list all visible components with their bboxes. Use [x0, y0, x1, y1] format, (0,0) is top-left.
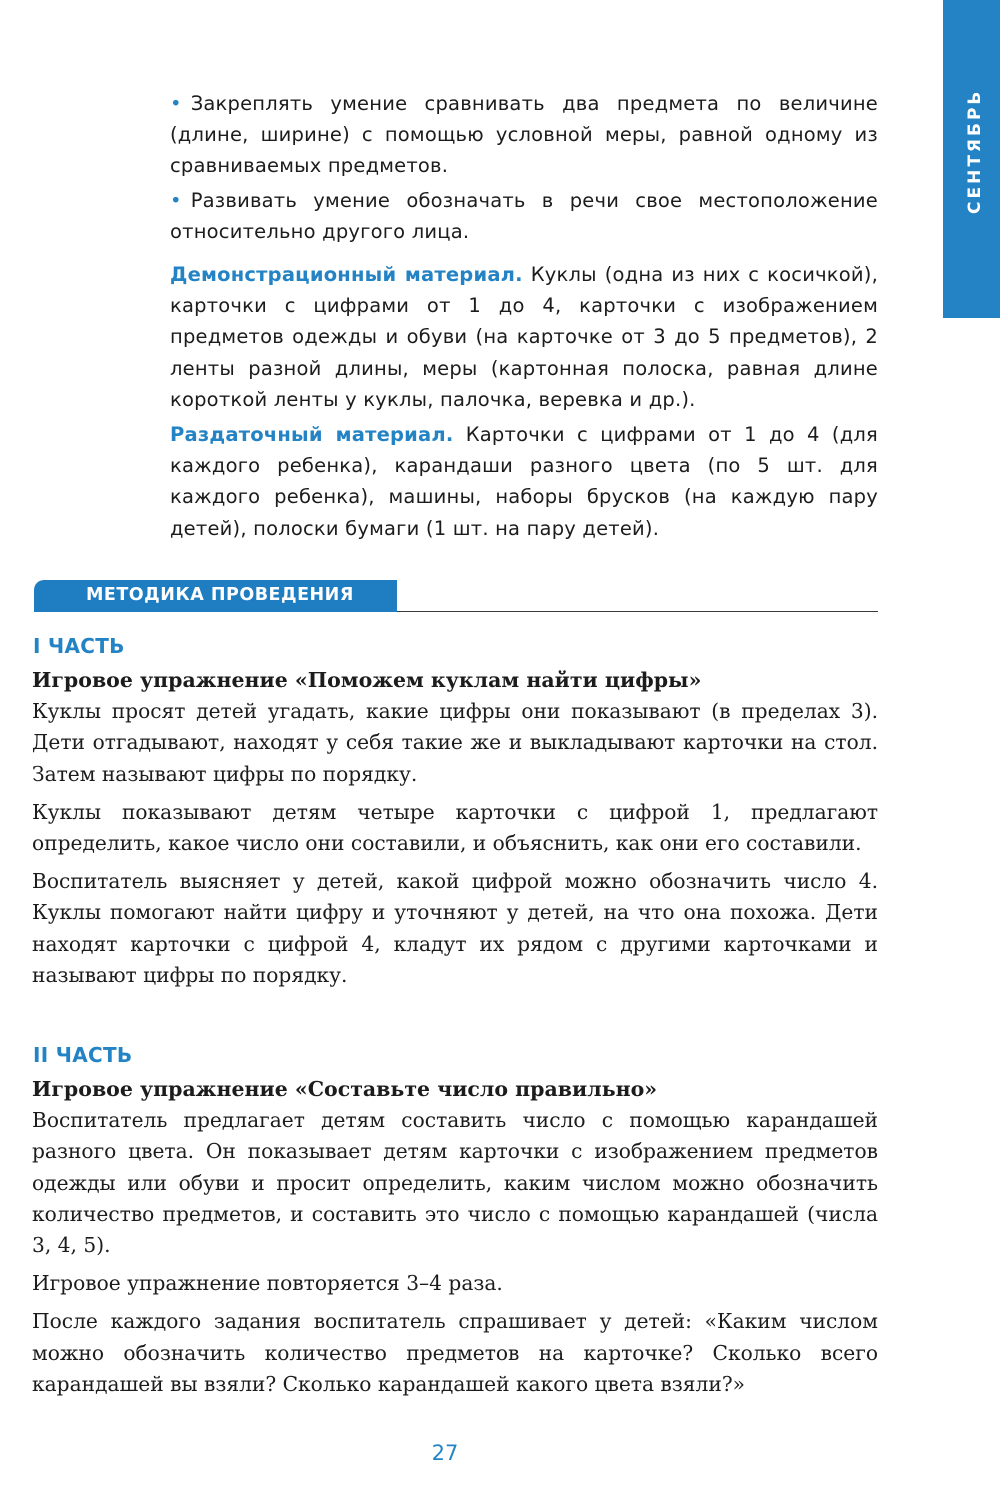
part-1-exercise-title: Игровое упражнение «Поможем куклам найти цифры»	[32, 668, 702, 692]
materials-section	[170, 259, 878, 548]
bullet-icon: •	[170, 188, 182, 212]
lesson-goals	[170, 88, 878, 250]
part-2-title: II ЧАСТЬ	[33, 1043, 133, 1067]
part-1-paragraph: Куклы просят детей угадать, какие цифры они показывают (в пределах 3). Дети отгадывают, находят у себя такие же и выкладывают карточки на стол. Затем называют цифры по порядку.	[32, 699, 878, 786]
part-1-title: I ЧАСТЬ	[33, 634, 125, 658]
handout-material-label: Раздаточный материал.	[170, 423, 454, 447]
handout-material-text: Карточки с цифрами от 1 до 4 (для каждого ребенка), карандаши разного цвета (по 5 шт. для каждого ребенка), машины, наборы брусков (на каждую пару детей), полоски бумаги (1 шт. на пару детей).	[170, 423, 878, 540]
goal-text: Развивать умение обозначать в речи свое местоположение относительно другого лица.	[170, 188, 878, 243]
page-number: 27	[431, 1441, 459, 1465]
goal-item	[170, 88, 878, 182]
demo-material	[170, 259, 878, 415]
methodology-header-label: МЕТОДИКА ПРОВЕДЕНИЯ	[86, 585, 354, 605]
part-1-paragraph: Куклы показывают детям четыре карточки с цифрой 1, предлагают определить, какое число они составили, и объяснить, как они его составили.	[32, 799, 878, 856]
part-2-paragraph: После каждого задания воспитатель спрашивает у детей: «Каким числом можно обозначить количество предметов на карточке? Сколько всего карандашей вы взяли? Сколько карандашей какого цвета взяли?»	[32, 1309, 878, 1396]
demo-material-label: Демонстрационный материал.	[170, 263, 523, 286]
goal-item	[170, 185, 878, 247]
part-1-body	[32, 665, 878, 998]
part-2-body	[32, 1074, 878, 1407]
handout-material	[170, 419, 878, 544]
bullet-icon: •	[170, 92, 182, 115]
part-1-paragraph: Воспитатель выясняет у детей, какой цифрой можно обозначить число 4. Куклы помогают найти цифру и уточняют у детей, на что она похожа. Дети находят карточки с цифрой 4, кладут их рядом с другими карточками и называют цифры по порядку.	[32, 869, 878, 987]
section-divider	[397, 611, 878, 612]
part-2-exercise-title: Игровое упражнение «Составьте число правильно»	[32, 1077, 658, 1101]
methodology-header	[34, 580, 397, 612]
month-side-tab-label: СЕНТЯБРЬ	[965, 88, 985, 214]
goal-text: Закреплять умение сравнивать два предмета по величине (длине, ширине) с помощью условной меры, равной одному из сравниваемых предметов.	[170, 92, 878, 178]
part-2-paragraph: Воспитатель предлагает детям составить число с помощью карандашей разного цвета. Он показывает детям карточки с изображением предметов одежды или обуви и просит определить, каким числом можно обозначить количество предметов, и составить это число с помощью карандашей (числа 3, 4, 5).	[32, 1108, 878, 1258]
demo-material-text: Куклы (одна из них с косичкой), карточки с цифрами от 1 до 4, карточки с изображением предметов одежды и обуви (на карточке от 3 до 5 предметов), 2 ленты разной длины, меры (картонная полоска, равная длине короткой ленты у куклы, палочка, веревка и др.).	[170, 263, 878, 411]
part-2-paragraph: Игровое упражнение повторяется 3–4 раза.	[32, 1271, 503, 1296]
